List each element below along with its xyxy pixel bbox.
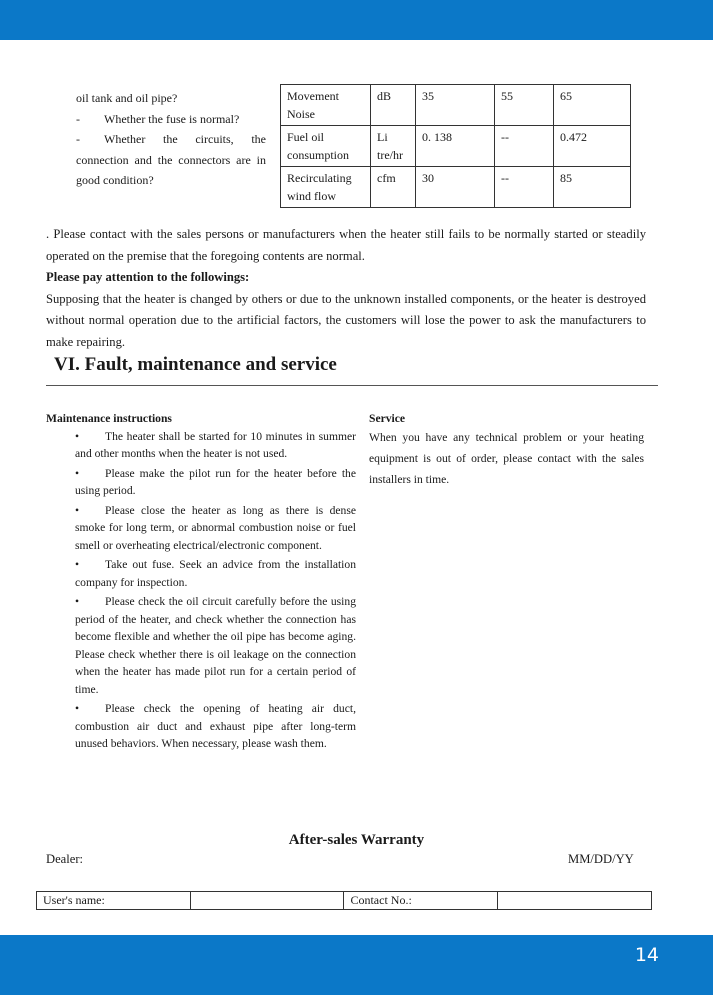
service-section (369, 410, 644, 490)
table-cell: 30 (416, 167, 495, 208)
table-cell: Movement Noise (281, 85, 371, 126)
section-divider (46, 385, 658, 386)
table-cell: dB (371, 85, 416, 126)
bullet: • (75, 702, 80, 715)
warranty-title: After-sales Warranty (288, 832, 425, 848)
users-name-field[interactable] (190, 892, 344, 910)
list-item: • Please close the heater as long as there is dense smoke for long term, or abnormal combustion noise or fuel smell or overheating electrical/electronic component. (75, 503, 356, 552)
date-label: MM/DD/YY (568, 852, 634, 866)
table-cell: Recirculating wind flow (281, 167, 371, 208)
table-cell: 65 (554, 85, 631, 126)
table-cell: 0. 138 (416, 126, 495, 167)
service-heading: Service (369, 412, 406, 425)
table-cell: Fuel oil consumption (281, 126, 371, 167)
list-item: • Please make the pilot run for the heater before the using period. (75, 466, 356, 497)
table-row (281, 167, 631, 208)
bullet: • (75, 466, 80, 480)
bullet: • (75, 503, 80, 517)
checklist-item: - Whether the fuse is normal? (76, 111, 240, 126)
bullet: • (75, 429, 80, 443)
attention-heading: Please pay attention to the followings: (46, 270, 250, 284)
table-cell: 0.472 (554, 126, 631, 167)
contact-field[interactable] (498, 892, 652, 910)
table-cell: 35 (416, 85, 495, 126)
liability-paragraph: Supposing that the heater is changed by others or due to the unknown installed components, or the heater is destroyed without normal operation due to the artificial factors, the customers will lose the power to ask the manufacturers to make repairing. (46, 291, 646, 349)
dealer-label: Dealer: (46, 852, 84, 866)
continued-checklist (76, 88, 266, 191)
table-cell: -- (495, 167, 554, 208)
contact-label: Contact No.: (344, 892, 498, 910)
notice-section (46, 224, 646, 353)
bottom-banner (0, 935, 713, 995)
table-row (37, 892, 652, 910)
section-title: VI. Fault, maintenance and service (54, 354, 337, 375)
bullet: • (75, 595, 80, 608)
warranty-form (36, 891, 652, 910)
maintenance-instructions (46, 410, 356, 755)
list-item: • Please check the opening of heating air duct, combustion air duct and exhaust pipe after long-term unused behaviors. When necessary, please wash them. (75, 702, 356, 750)
maintenance-heading: Maintenance instructions (46, 412, 172, 425)
table-cell: Li tre/hr (371, 126, 416, 167)
users-name-label: User's name: (37, 892, 191, 910)
table-cell: cfm (371, 167, 416, 208)
checklist-line: oil tank and oil pipe? (76, 91, 178, 105)
table-row (281, 126, 631, 167)
table-cell: 55 (495, 85, 554, 126)
spec-table (280, 84, 631, 208)
table-row (281, 85, 631, 126)
table-cell: -- (495, 126, 554, 167)
bullet: • (75, 558, 80, 571)
notice-paragraph: . Please contact with the sales persons or manufacturers when the heater still fails to be normally started or steadily operated on the premise that the foregoing contents are normal. (46, 227, 646, 263)
top-banner (0, 0, 713, 40)
list-item: • Take out fuse. Seek an advice from the installation company for inspection. (75, 558, 356, 589)
list-item: • The heater shall be started for 10 minutes in summer and other months when the heater is not used. (75, 429, 356, 460)
list-item: • Please check the oil circuit carefully before the using period of the heater, and check whether the connection has become flexible and whether the oil pipe has become aging. Please check whether there is oil leakage on the connection when the heater has made pilot run for a certain period of time. (75, 595, 356, 696)
service-text: When you have any technical problem or your heating equipment is out of order, please contact with the sales installers in time. (369, 431, 644, 486)
checklist-item: - Whether the circuits, the connection and the connectors are in good condition? (76, 132, 266, 187)
page-number: 14 (634, 944, 659, 966)
table-cell: 85 (554, 167, 631, 208)
